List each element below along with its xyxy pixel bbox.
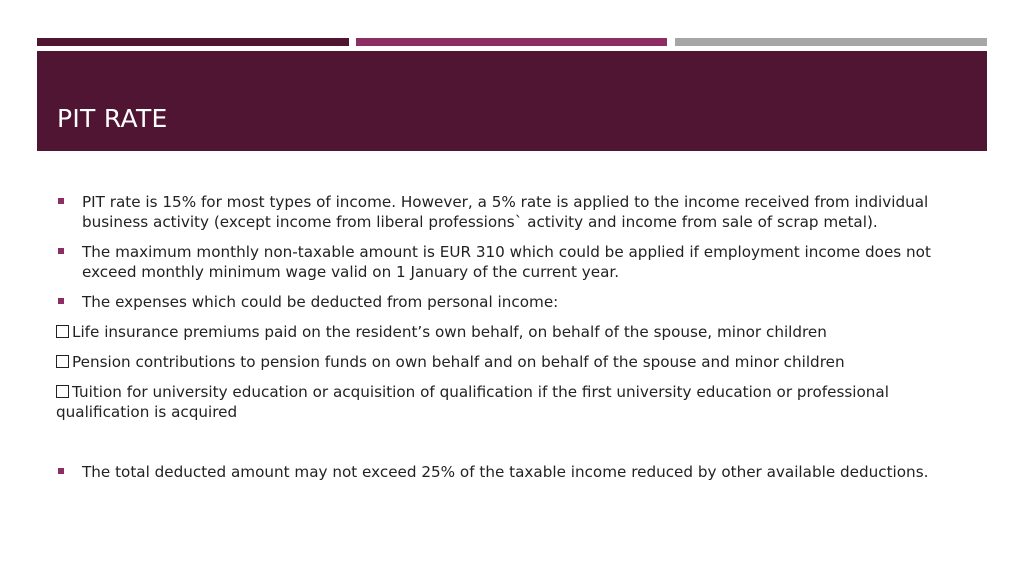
square-bullet-icon <box>58 298 64 304</box>
title-band <box>37 51 987 151</box>
bullet-item <box>56 192 968 232</box>
deduction-text: Life insurance premiums paid on the resident’s own behalf, on behalf of the spouse, minor children <box>72 323 827 341</box>
bullet-item <box>56 462 968 482</box>
accent-bar-magenta <box>356 38 667 46</box>
accent-bar-dark <box>37 38 349 46</box>
slide-title: PIT RATE <box>57 104 168 133</box>
spacer <box>56 432 968 462</box>
square-bullet-icon <box>58 468 64 474</box>
bullet-text: The total deducted amount may not exceed 25% of the taxable income reduced by other available deductions. <box>82 463 929 481</box>
square-bullet-icon <box>58 248 64 254</box>
accent-bar-grey <box>675 38 987 46</box>
bullet-item <box>56 242 968 282</box>
checkbox-icon <box>56 385 69 398</box>
deduction-item <box>56 322 968 342</box>
deduction-item <box>56 352 968 372</box>
bullet-text: The expenses which could be deducted from personal income: <box>82 293 559 311</box>
checkbox-icon <box>56 325 69 338</box>
slide-body <box>56 192 968 492</box>
deduction-text: Pension contributions to pension funds on own behalf and on behalf of the spouse and minor children <box>72 353 845 371</box>
deduction-text: Tuition for university education or acquisition of qualification if the first university education or professional qualification is acquired <box>56 383 889 421</box>
checkbox-icon <box>56 355 69 368</box>
bullet-text: The maximum monthly non-taxable amount is EUR 310 which could be applied if employment income does not exceed monthly minimum wage valid on 1 January of the current year. <box>82 243 931 281</box>
bullet-item <box>56 292 968 312</box>
bullet-text: PIT rate is 15% for most types of income. However, a 5% rate is applied to the income received from individual business activity (except income from liberal professions` activity and income from sale of scrap metal). <box>82 193 929 231</box>
deduction-item <box>56 382 968 422</box>
square-bullet-icon <box>58 198 64 204</box>
